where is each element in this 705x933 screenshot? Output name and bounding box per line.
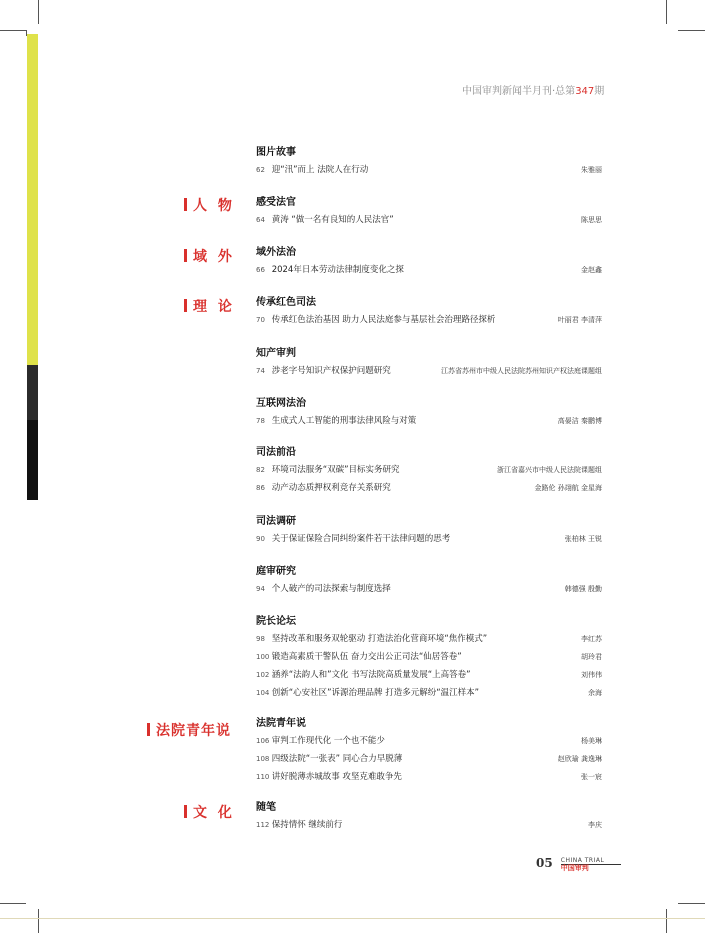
article-title: 锻造高素质干警队伍 奋力交出公正司法“仙居答卷”	[271, 652, 462, 662]
toc-section	[256, 346, 602, 380]
section-title: 传承红色司法	[256, 297, 316, 308]
page-number: 110	[256, 773, 270, 781]
article-author: 金赵鑫	[581, 266, 602, 274]
crop-mark	[38, 0, 39, 24]
article-title: 2024年日本劳动法律制度变化之探	[271, 265, 404, 275]
article-author: 张一宸	[581, 773, 602, 781]
article-author: 李红苏	[581, 635, 602, 643]
crop-mark	[38, 909, 39, 933]
toc-section	[256, 564, 602, 598]
crop-mark	[678, 903, 705, 904]
article-title: 传承红色法治基因 助力人民法庭参与基层社会治理路径探析	[271, 315, 496, 325]
toc-entry[interactable]	[256, 648, 602, 666]
toc-entry[interactable]	[256, 530, 602, 548]
side-band-black	[27, 420, 38, 500]
article-author: 韩德强 殷勤	[564, 585, 602, 593]
section-title: 院长论坛	[256, 616, 296, 627]
toc-entry[interactable]	[256, 461, 602, 479]
crop-mark	[0, 903, 26, 904]
toc-entry[interactable]	[256, 750, 602, 768]
section-title: 互联网法治	[256, 398, 306, 409]
article-title: 涉老字号知识产权保护问题研究	[271, 366, 391, 376]
toc-entry[interactable]	[256, 161, 602, 179]
page-number: 100	[256, 653, 270, 661]
footer-page-number: 05	[536, 856, 553, 870]
article-title: 个人破产的司法探索与制度选择	[271, 584, 391, 594]
article-author: 浙江省嘉兴市中级人民法院课题组	[497, 466, 602, 474]
header-suffix: 期	[594, 86, 605, 97]
article-title: 生成式人工智能的刑事法律风险与对策	[271, 416, 417, 426]
toc-entry[interactable]	[256, 816, 602, 834]
page-number: 94	[256, 585, 265, 593]
toc-section	[256, 716, 602, 786]
crop-mark	[678, 30, 705, 31]
section-title: 随笔	[256, 802, 276, 813]
logo-english: CHINA TRIAL	[561, 857, 621, 865]
bottom-rule	[0, 918, 705, 919]
category-abroad: 域 外	[184, 246, 235, 266]
article-title: 涵养“法韵人和”文化 书写法院高质量发展“上高答卷”	[271, 670, 471, 680]
article-author: 高晏洁 秦鹏博	[557, 417, 602, 425]
toc-entry[interactable]	[256, 211, 602, 229]
article-author: 张柏林 王锐	[564, 535, 602, 543]
toc-section	[256, 295, 602, 329]
article-title: 关于保证保险合同纠纷案件若干法律问题的思考	[271, 534, 451, 544]
page-number: 102	[256, 671, 270, 679]
article-title: 黄涛 “做一名有良知的人民法官”	[271, 215, 394, 225]
page-number: 78	[256, 417, 265, 425]
article-title: 创新“心安社区”诉源治理品牌 打造多元解纷“温江样本”	[271, 688, 480, 698]
toc-section	[256, 614, 602, 702]
page-number: 108	[256, 755, 270, 763]
toc-section	[256, 514, 602, 548]
toc-entry[interactable]	[256, 362, 602, 380]
toc-entry[interactable]	[256, 261, 602, 279]
page-number: 64	[256, 216, 265, 224]
article-author: 江苏省苏州市中级人民法院苏州知识产权法庭课题组	[441, 367, 602, 375]
page-number: 90	[256, 535, 265, 543]
toc-entry[interactable]	[256, 412, 602, 430]
toc-entry[interactable]	[256, 732, 602, 750]
article-author: 胡玲君	[581, 653, 602, 661]
running-header	[462, 82, 604, 97]
page-number: 106	[256, 737, 270, 745]
toc-entry[interactable]	[256, 479, 602, 497]
page-number: 82	[256, 466, 265, 474]
toc-entry[interactable]	[256, 580, 602, 598]
article-author: 叶丽君 李清萍	[557, 316, 602, 324]
section-title: 图片故事	[256, 147, 296, 158]
category-youth: 法院青年说	[147, 720, 231, 740]
page-footer	[536, 852, 621, 872]
side-band-yellow	[27, 34, 38, 365]
magazine-logo	[561, 857, 621, 872]
article-author: 金路伦 孙翊航 金星海	[534, 484, 602, 492]
article-author: 赵欣瑜 龚逸琳	[557, 755, 602, 763]
article-title: 环境司法服务“双碳”目标实务研究	[271, 465, 400, 475]
section-title: 知产审判	[256, 348, 296, 359]
toc-entry[interactable]	[256, 666, 602, 684]
toc-entry[interactable]	[256, 630, 602, 648]
crop-mark	[0, 30, 26, 31]
toc-section	[256, 396, 602, 430]
toc-entry[interactable]	[256, 311, 602, 329]
article-title: 坚持改革和服务双轮驱动 打造法治化营商环境“焦作模式”	[271, 634, 488, 644]
category-theory: 理 论	[184, 296, 235, 316]
page-number: 98	[256, 635, 265, 643]
category-people: 人 物	[184, 195, 235, 215]
article-title: 动产动态质押权利竞存关系研究	[271, 483, 391, 493]
article-title: 审判工作现代化 一个也不能少	[271, 736, 385, 746]
toc-section	[256, 245, 602, 279]
article-author: 朱雅丽	[581, 166, 602, 174]
article-author: 刘伟伟	[581, 671, 602, 679]
logo-chinese: 中国审判	[560, 864, 589, 872]
article-title: 迎“汛”而上 法院人在行动	[271, 165, 369, 175]
article-title: 讲好脱薄赤城故事 攻坚克难敢争先	[271, 772, 402, 782]
page-number: 66	[256, 266, 265, 274]
toc-section	[256, 445, 602, 497]
toc-entry[interactable]	[256, 684, 602, 702]
section-title: 庭审研究	[256, 566, 296, 577]
crop-mark	[666, 909, 667, 933]
page-number: 70	[256, 316, 265, 324]
category-culture: 文 化	[184, 802, 235, 822]
section-title: 法院青年说	[256, 718, 306, 729]
article-author: 陈思思	[581, 216, 602, 224]
toc-entry[interactable]	[256, 768, 602, 786]
header-prefix: 中国审判新闻半月刊·总第	[462, 86, 576, 97]
article-author: 余海	[588, 689, 602, 697]
page-number: 62	[256, 166, 265, 174]
section-title: 域外法治	[256, 247, 296, 258]
article-author: 李庆	[588, 821, 602, 829]
section-title: 司法前沿	[256, 447, 296, 458]
section-title: 司法调研	[256, 516, 296, 527]
article-title: 四级法院“一张表” 同心合力早脱薄	[271, 754, 403, 764]
toc-section	[256, 195, 602, 229]
page-number: 112	[256, 821, 270, 829]
crop-mark	[666, 0, 667, 24]
header-issue: 347	[575, 86, 595, 97]
toc-section	[256, 800, 602, 834]
article-author: 杨美琳	[581, 737, 602, 745]
section-title: 感受法官	[256, 197, 296, 208]
page-number: 86	[256, 484, 265, 492]
article-title: 保持情怀 继续前行	[271, 820, 343, 830]
page-number: 104	[256, 689, 270, 697]
toc-section	[256, 145, 602, 179]
page-number: 74	[256, 367, 265, 375]
